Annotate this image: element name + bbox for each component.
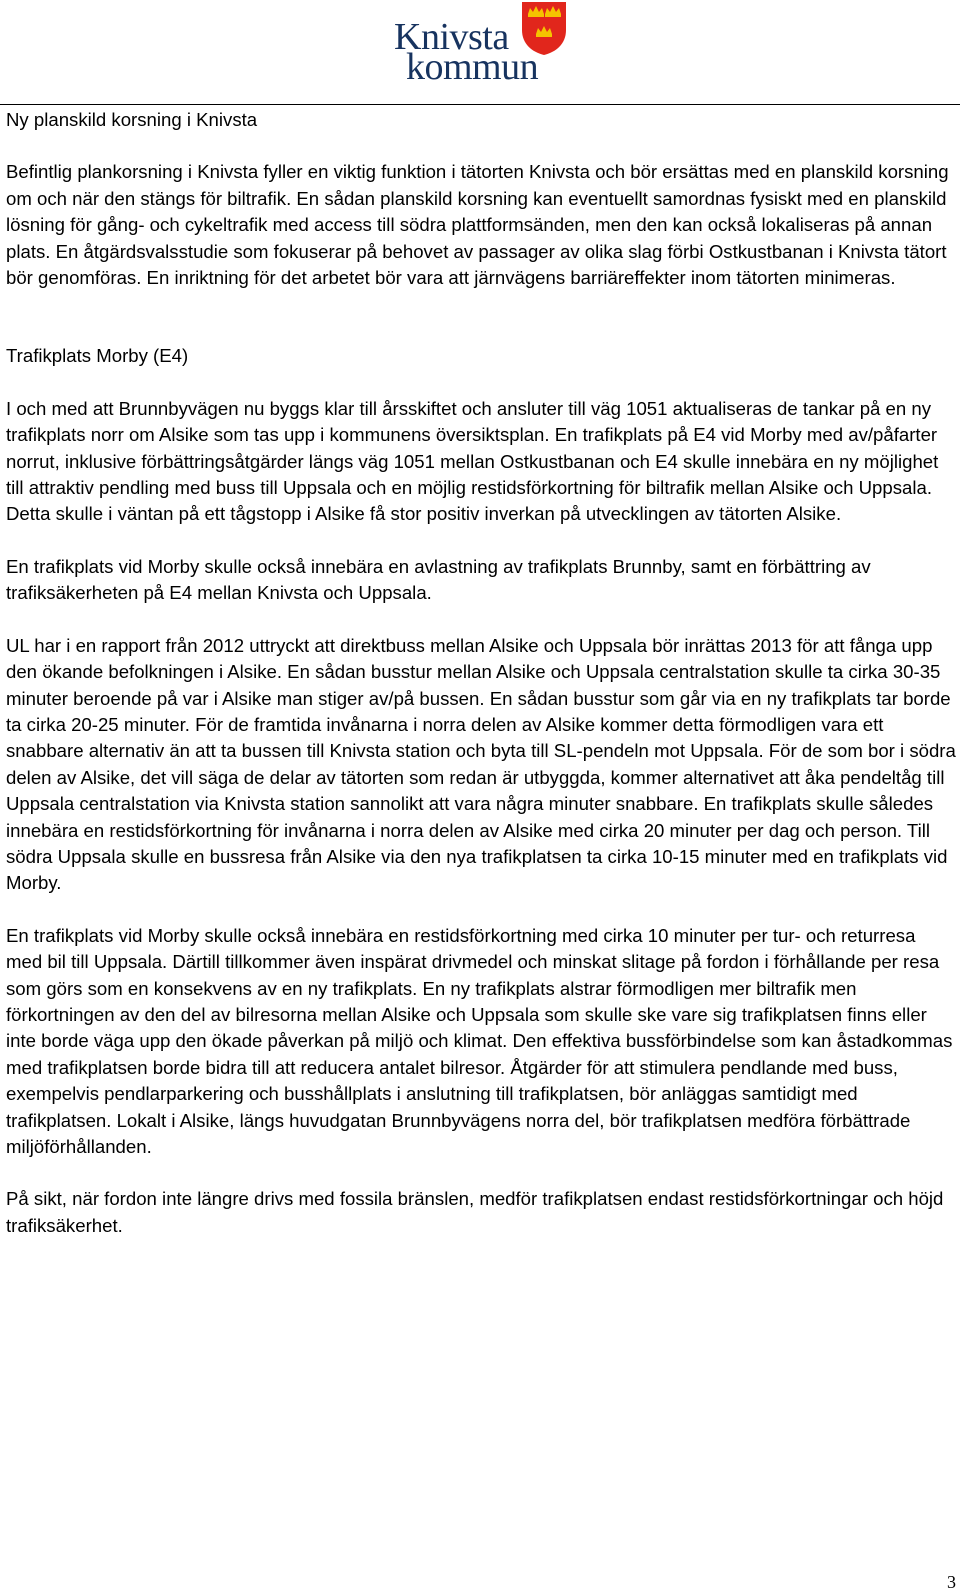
knivsta-kommun-logo <box>392 0 568 88</box>
header-divider <box>0 104 960 105</box>
paragraph-fossila-branslen: På sikt, när fordon inte längre drivs med fossila bränslen, medför trafikplatsen endast restidsförkortningar och höjd trafiksäkerhet. <box>6 1188 944 1236</box>
section-heading-planskild-korsning: Ny planskild korsning i Knivsta <box>6 109 258 130</box>
page-number: 3 <box>947 1572 956 1592</box>
logo-text-line1: Knivsta <box>394 16 509 58</box>
page-header <box>0 0 960 108</box>
paragraph-avlastning: En trafikplats vid Morby skulle också innebära en avlastning av trafikplats Brunnby, samt en förbättring av trafiksäkerheten på E4 mellan Knivsta och Uppsala. <box>6 555 871 604</box>
paragraph-restidsforkortning: En trafikplats vid Morby skulle också innebära en restidsförkortning med cirka 10 minuter per tur- och returresa med bil till Uppsala. Därtill tillkommer även inspärat drivmedel och minskat slitage på fordon i förhållande per resa som görs som en konsekvens av en ny trafikplats. En ny trafikplats alstrar förmodligen mer biltrafik men förkortningen av den del av bilresorna mellan Alsike och Uppsala som skulle ske vare sig trafikplatsen finns eller inte borde väga upp den ökade påverkan på miljö och klimat. Den effektiva bussförbindelse som kan åstadkommas med trafikplatsen borde bidra till att reducera antalet bilresor. Åtgärder för att stimulera pendlande med buss, exempelvis pendlarparkering och busshållplats i anslutning till trafikplatsen, bör anläggas samtidigt med trafikplatsen. Lokalt i Alsike, längs huvudgatan Brunnbyvägens norra del, bör trafikplatsen medföra förbättrade miljöförhållanden. <box>6 924 953 1157</box>
document-body <box>6 107 956 1239</box>
section-heading-trafikplats-morby: Trafikplats Morby (E4) <box>6 345 189 367</box>
crowns-shield-icon <box>520 0 568 56</box>
paragraph-planskild-korsning: Befintlig plankorsning i Knivsta fyller en viktig funktion i tätorten Knivsta och bör ersättas med en planskild korsning om och när den stängs för biltrafik. En sådan planskild korsning kan eventuellt samordnas fysiskt med en planskild lösning för gång- och cykeltrafik med access till södra plattformsänden, men den kan också lokaliseras på annan plats. En åtgärdsvalsstudie som fokuserar på behovet av passager av olika slag förbi Ostkustbanan i Knivsta tätort bör genomföras. En inriktning för det arbetet bör vara att järnvägens barriäreffekter inom tätorten minimeras. <box>6 161 949 289</box>
paragraph-brunnbyvagen: I och med att Brunnbyvägen nu byggs klar till årsskiftet och ansluter till väg 1051 aktualiseras de tankar på en ny trafikplats norr om Alsike som tas upp i kommunens översiktsplan. En trafikplats på E4 vid Morby med av/påfarter norrut, inklusive förbättringsåtgärder längs väg 1051 mellan Ostkustbanan och E4 skulle innebära en ny möjlighet till attraktiv pendling med buss till Uppsala och en möjlig restidsförkortning för biltrafik mellan Alsike och Uppsala. Detta skulle i väntan på ett tågstopp i Alsike få stor positiv inverkan på utvecklingen av tätorten Alsike. <box>6 397 939 525</box>
logo-text-line2: kommun <box>406 46 539 88</box>
paragraph-direktbuss: UL har i en rapport från 2012 uttryckt att direktbuss mellan Alsike och Uppsala bör inrättas 2013 för att fånga upp den ökande befolkningen i Alsike. En sådan busstur mellan Alsike och Uppsala centralstation skulle ta cirka 30-35 minuter beroende på var i Alsike man stiger av/på bussen. En sådan busstur som går via en ny trafikplats tar borde ta cirka 20-25 minuter. För de framtida invånarna i norra delen av Alsike kommer detta förmodligen vara ett snabbare alternativ än att ta bussen till Knivsta station och byta till SL-pendeln mot Uppsala. För de som bor i södra delen av Alsike, det vill säga de delar av tätorten som redan är utbyggda, kommer alternativet att åka pendeltåg till Uppsala centralstation via Knivsta station sannolikt att vara några minuter snabbare. En trafikplats skulle således innebära en restidsförkortning för invånarna i norra delen av Alsike med cirka 20 minuter per dag och person. Till södra Uppsala skulle en bussresa från Alsike via den nya trafikplatsen ta cirka 10-15 minuter med en trafikplats vid Morby. <box>6 634 956 894</box>
